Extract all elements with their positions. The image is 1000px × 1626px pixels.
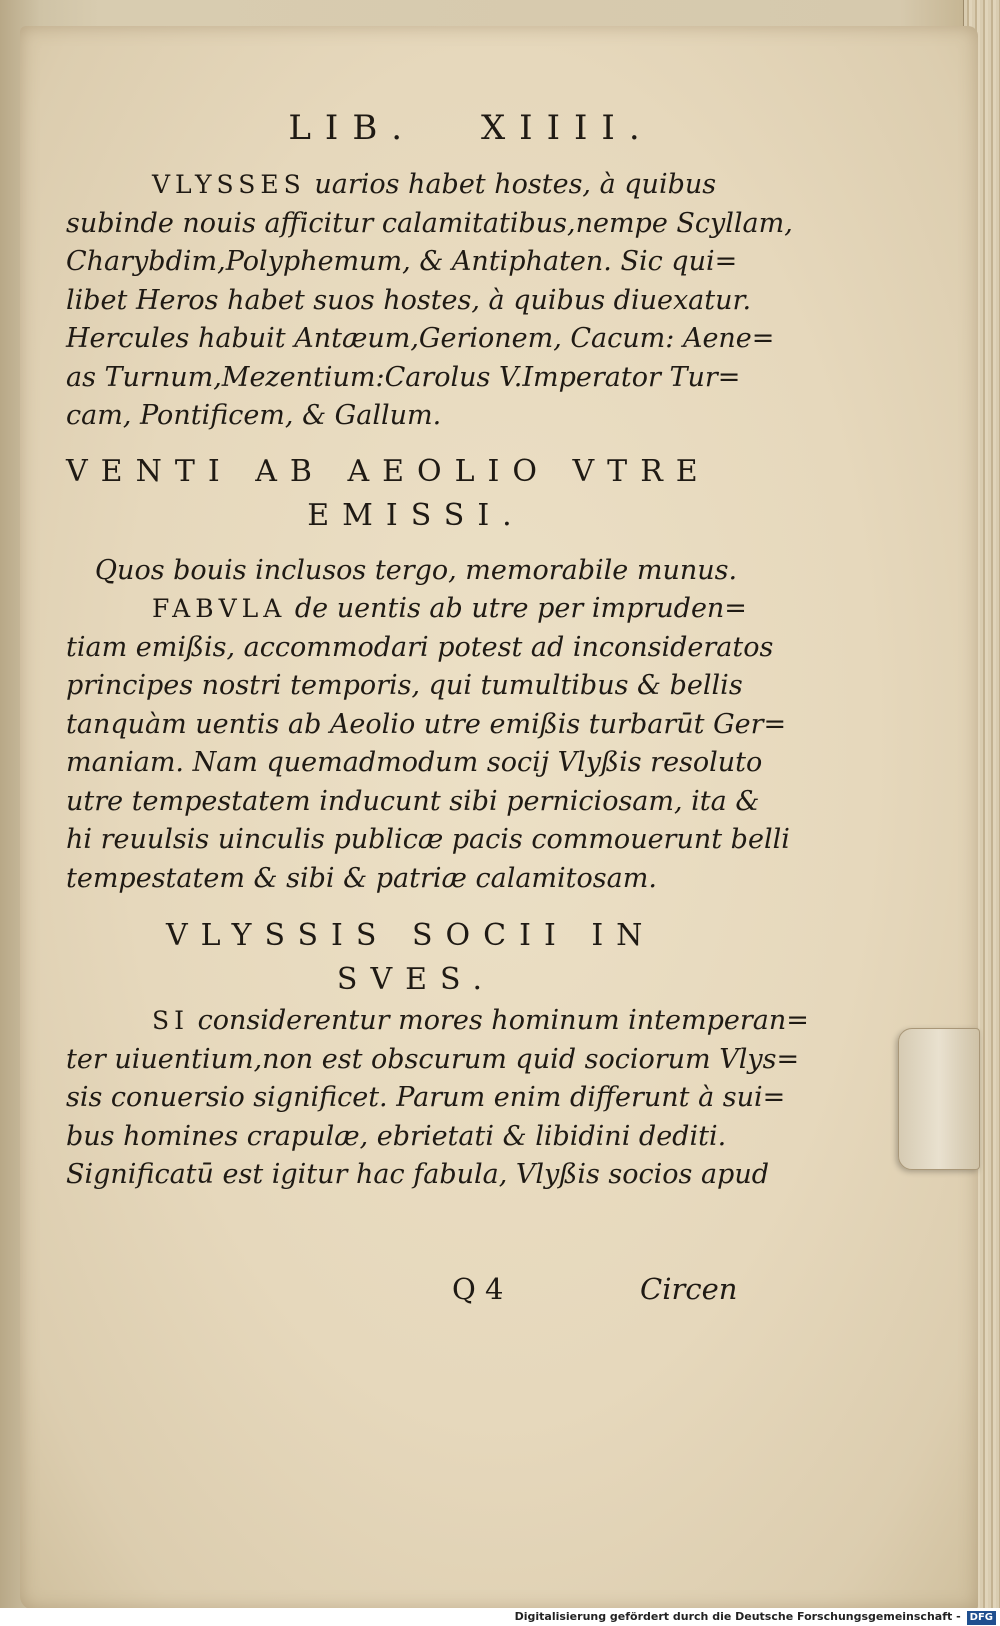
- line-text: tiam emißis, accommodari potest ad inconsideratos: [66, 631, 774, 663]
- text-line: [66, 320, 775, 359]
- line-text: subinde nouis afficitur calamitatibus,nempe Scyllam,: [66, 207, 793, 239]
- line-text: ter uiuentium,non est obscurum quid sociorum Vlys=: [66, 1043, 800, 1075]
- line-text: principes nostri temporis, qui tumultibus & bellis: [66, 670, 743, 701]
- line-text: libet Heros habet suos hostes, à quibus diuexatur.: [66, 284, 752, 316]
- line-text: bus homines crapulæ, ebrietati & libidini dediti.: [66, 1120, 727, 1152]
- text-line: [66, 1118, 766, 1157]
- line-text: de uentis ab utre per impruden=: [286, 593, 747, 624]
- text-line: [66, 1156, 770, 1195]
- line-text: as Turnum,Mezentium:Carolus V.Imperator Tur=: [66, 361, 741, 393]
- signature-mark: Q 4: [452, 1272, 504, 1306]
- line-text: Hercules habuit Antæum,Gerionem, Cacum: Aene=: [66, 323, 775, 354]
- digitization-footer: [0, 1608, 1000, 1626]
- line-text: sis conuersio significet. Parum enim differunt à sui=: [66, 1082, 786, 1113]
- section-heading-venti: VENTI AB AEOLIO VTRE: [66, 453, 711, 489]
- paragraph-ulysses-enemies: [66, 166, 793, 436]
- section-heading-socii: VLYSSIS SOCII IN: [166, 918, 656, 953]
- line-text: Significatū est igitur hac fabula, Vlyßis socios apud: [66, 1159, 770, 1190]
- text-line: [66, 783, 766, 822]
- text-line: [66, 744, 766, 783]
- footer-text: Digitalisierung gefördert durch die Deutsche Forschungsgemeinschaft -: [514, 1610, 961, 1623]
- lead-word: VLYSSES: [152, 170, 306, 199]
- text-line: [66, 1041, 800, 1080]
- text-line: [66, 282, 766, 321]
- text-line: [66, 706, 787, 745]
- line-text: tanquàm uentis ab Aeolio utre emißis turbarūt Ger=: [66, 708, 787, 740]
- line-text: cam, Pontificem, & Gallum.: [66, 400, 442, 431]
- line-text: Charybdim,Polyphemum, & Antiphaten. Sic qui=: [66, 246, 738, 277]
- line-text: tempestatem & sibi & patriæ calamitosam.: [66, 862, 657, 894]
- text-line: [66, 860, 766, 899]
- text-line: [66, 205, 793, 244]
- line-text: hi reuulsis uinculis publicæ pacis commouerunt belli: [66, 824, 790, 855]
- section-heading-socii-line2: SVES.: [336, 962, 496, 997]
- paragraph-fabula: [66, 590, 790, 898]
- paragraph-socii: [66, 1002, 809, 1195]
- text-line: [66, 166, 766, 205]
- page-clip-tab: [898, 1028, 980, 1170]
- catchword: Circen: [640, 1272, 738, 1306]
- line-text: maniam. Nam quemadmodum socij Vlyßis resoluto: [66, 747, 763, 778]
- text-line: [66, 359, 766, 398]
- running-header: [66, 108, 766, 148]
- line-text: considerentur mores hominum intemperan=: [189, 1005, 809, 1036]
- lead-word: SI: [152, 1006, 190, 1035]
- text-line: [66, 629, 774, 668]
- page-text: [66, 108, 809, 1195]
- text-line: [66, 1002, 809, 1041]
- text-line: [66, 397, 766, 436]
- header-lib: LIB.: [288, 108, 417, 148]
- text-line: [66, 243, 766, 282]
- header-book-number: XIIII.: [480, 108, 654, 148]
- text-line: [66, 667, 766, 706]
- verse-quote: Quos bouis inclusos tergo, memorabile munus.: [94, 554, 738, 586]
- line-text: uarios habet hostes, à quibus: [305, 169, 717, 200]
- dfg-logo: DFG: [967, 1611, 996, 1625]
- lead-word: FABVLA: [152, 594, 287, 623]
- text-line: [66, 1079, 786, 1118]
- section-heading-venti-line2: EMISSI.: [307, 497, 525, 533]
- text-line: [66, 590, 766, 629]
- text-line: [66, 821, 790, 860]
- line-text: utre tempestatem inducunt sibi perniciosam, ita &: [66, 785, 760, 817]
